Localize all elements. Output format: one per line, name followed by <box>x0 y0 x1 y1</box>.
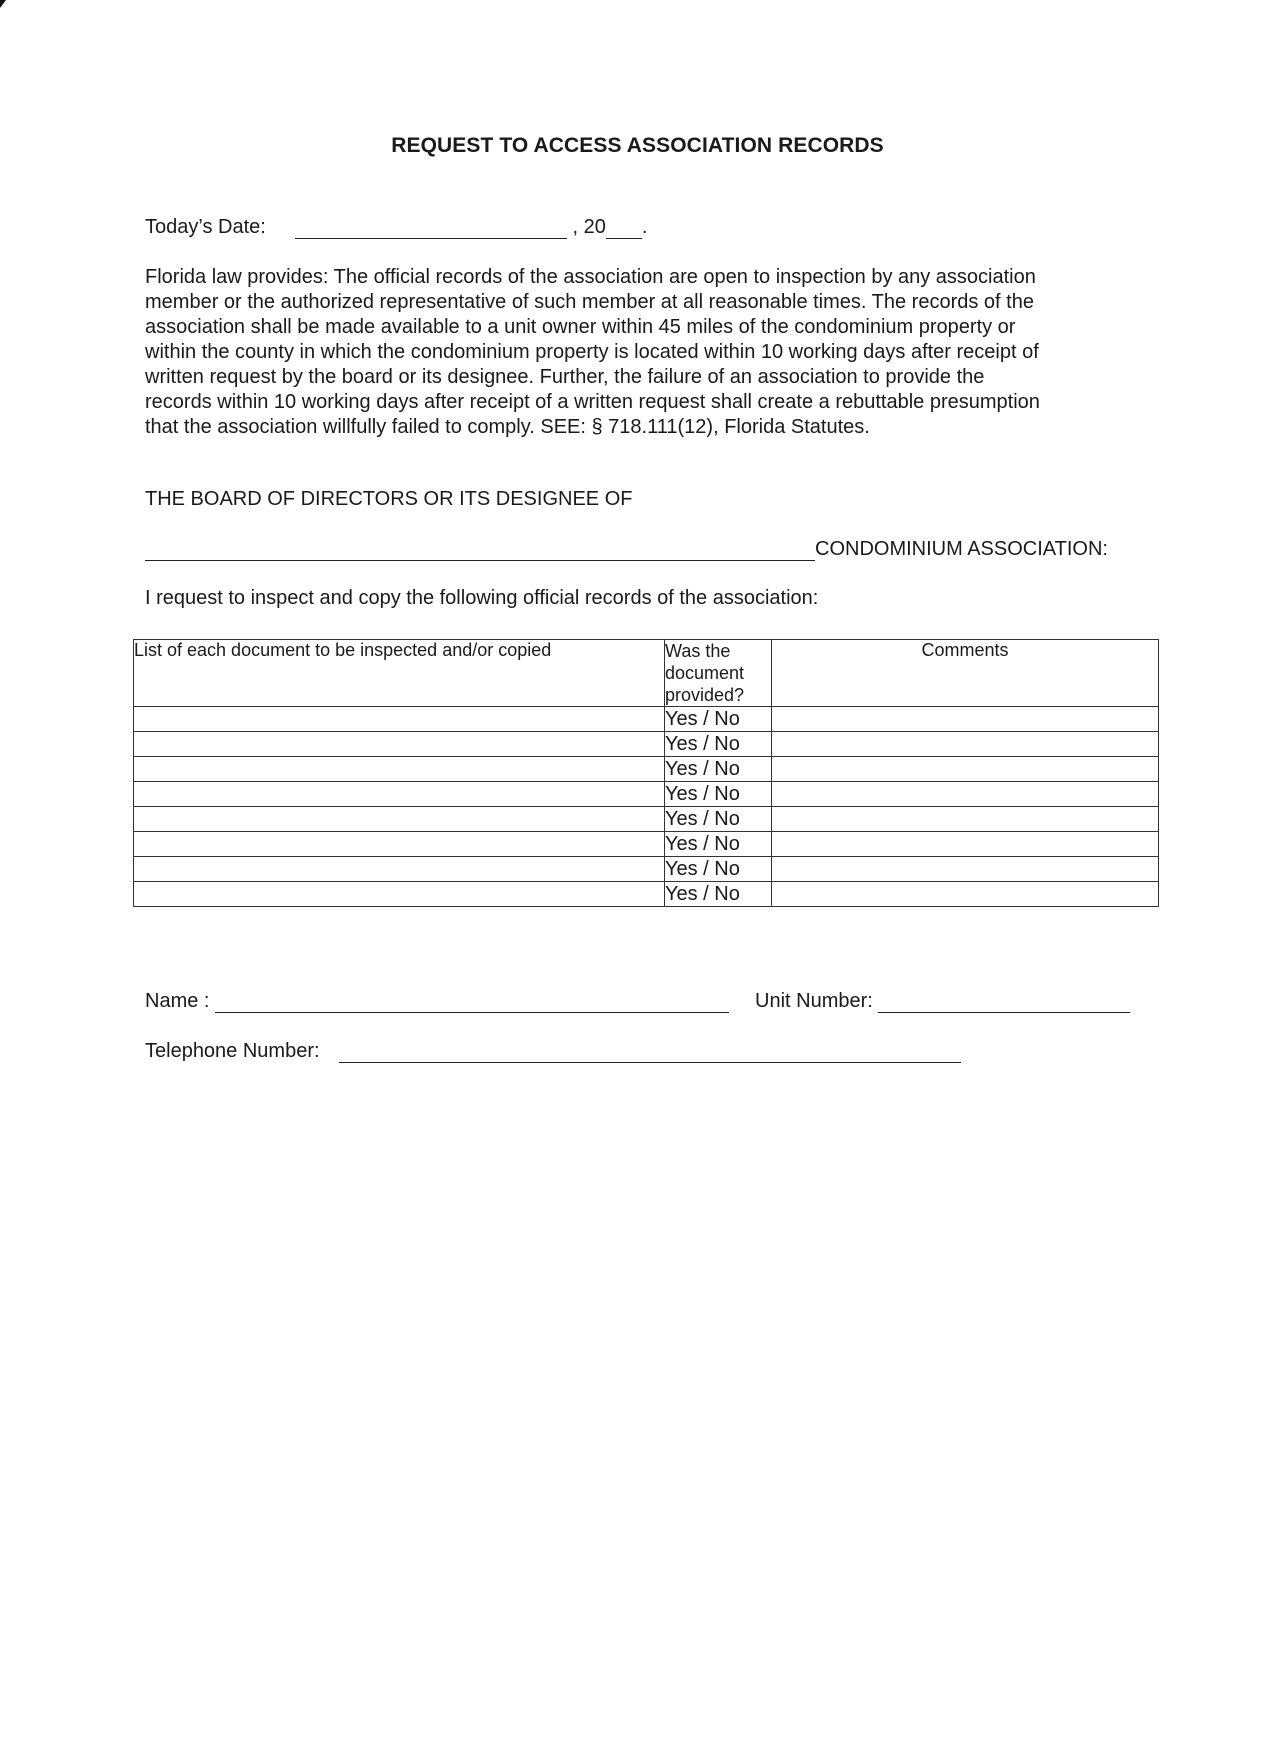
unit-field-row <box>755 990 1130 1013</box>
paragraph-line: within the county in which the condominium property is located within 10 working days after receipt of <box>145 341 1039 363</box>
unit-label: Unit Number: <box>755 990 873 1012</box>
phone-field-row <box>145 1040 961 1063</box>
document-cell[interactable] <box>134 707 665 732</box>
paragraph-line: written request by the board or its designee. Further, the failure of an association to provide the <box>145 366 985 388</box>
header-provided: Was the document provided? <box>665 640 772 707</box>
comments-cell[interactable] <box>772 882 1159 907</box>
year-prefix: , 20 <box>572 216 606 238</box>
document-cell[interactable] <box>134 782 665 807</box>
provided-cell[interactable]: Yes / No <box>665 857 772 882</box>
document-cell[interactable] <box>134 832 665 857</box>
name-field-row <box>145 990 729 1013</box>
phone-label: Telephone Number: <box>145 1040 320 1062</box>
table-row <box>134 832 1159 857</box>
table-row <box>134 882 1159 907</box>
provided-cell[interactable]: Yes / No <box>665 807 772 832</box>
table-row <box>134 857 1159 882</box>
comments-cell[interactable] <box>772 732 1159 757</box>
comments-cell[interactable] <box>772 707 1159 732</box>
date-field-row <box>145 216 647 239</box>
table-row <box>134 807 1159 832</box>
phone-input[interactable] <box>339 1042 961 1063</box>
year-input[interactable] <box>606 218 642 239</box>
provided-cell[interactable]: Yes / No <box>665 757 772 782</box>
records-table <box>133 639 1159 907</box>
document-cell[interactable] <box>134 807 665 832</box>
header-comments: Comments <box>772 640 1159 707</box>
date-label: Today’s Date: <box>145 216 266 238</box>
document-cell[interactable] <box>134 857 665 882</box>
table-row <box>134 757 1159 782</box>
provided-cell[interactable]: Yes / No <box>665 707 772 732</box>
form-title: REQUEST TO ACCESS ASSOCIATION RECORDS <box>391 134 884 157</box>
paragraph-line: member or the authorized representative of such member at all reasonable times. The records of the <box>145 291 1034 313</box>
comments-cell[interactable] <box>772 857 1159 882</box>
date-input[interactable] <box>295 218 567 239</box>
paragraph-line: association shall be made available to a unit owner within 45 miles of the condominium property or <box>145 316 1016 338</box>
board-addressee: THE BOARD OF DIRECTORS OR ITS DESIGNEE OF <box>145 488 633 510</box>
name-label: Name : <box>145 990 210 1012</box>
provided-cell[interactable]: Yes / No <box>665 882 772 907</box>
table-row <box>134 732 1159 757</box>
document-cell[interactable] <box>134 757 665 782</box>
table-header-row <box>134 640 1159 707</box>
table-row <box>134 782 1159 807</box>
provided-cell[interactable]: Yes / No <box>665 832 772 857</box>
paragraph-line: records within 10 working days after receipt of a written request shall create a rebuttable presumption <box>145 391 1040 413</box>
association-suffix: CONDOMINIUM ASSOCIATION: <box>815 538 1108 560</box>
date-terminator: . <box>641 216 648 238</box>
comments-cell[interactable] <box>772 832 1159 857</box>
association-name-row <box>145 538 1108 561</box>
unit-input[interactable] <box>878 992 1130 1013</box>
comments-cell[interactable] <box>772 757 1159 782</box>
document-cell[interactable] <box>134 732 665 757</box>
document-cell[interactable] <box>134 882 665 907</box>
header-document: List of each document to be inspected and/or copied <box>134 640 665 707</box>
comments-cell[interactable] <box>772 807 1159 832</box>
comments-cell[interactable] <box>772 782 1159 807</box>
table-row <box>134 707 1159 732</box>
paragraph-line: that the association willfully failed to comply. SEE: § 718.111(12), Florida Statutes. <box>145 416 870 438</box>
name-input[interactable] <box>215 992 729 1013</box>
provided-cell[interactable]: Yes / No <box>665 782 772 807</box>
provided-cell[interactable]: Yes / No <box>665 732 772 757</box>
florida-law-paragraph <box>145 265 1125 440</box>
association-name-input[interactable] <box>145 540 815 561</box>
paragraph-line: Florida law provides: The official records of the association are open to inspection by any association <box>145 266 1036 288</box>
scan-corner-mark <box>0 0 6 8</box>
request-statement: I request to inspect and copy the following official records of the association: <box>145 587 819 609</box>
